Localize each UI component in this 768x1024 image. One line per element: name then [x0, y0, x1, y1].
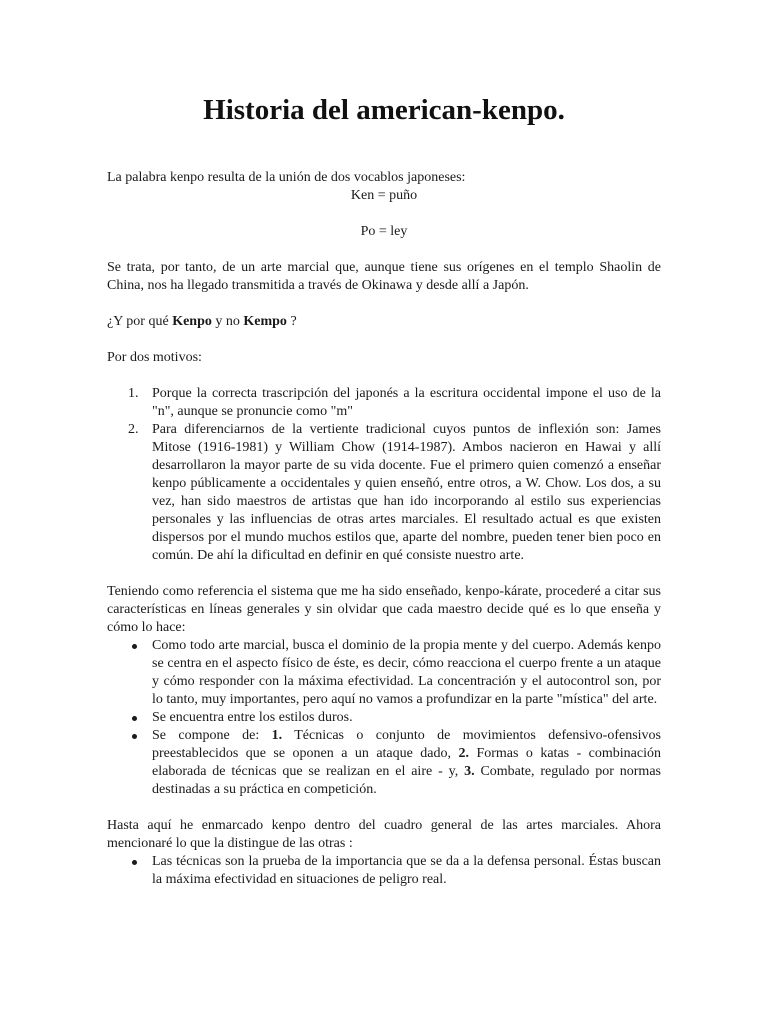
list-item: [107, 385, 661, 421]
origin-paragraph: Se trata, por tanto, de un arte marcial que, aunque tiene sus orígenes en el templo Shaolin de China, nos ha llegado transmitida a través de Okinawa y desde allí a Japón.: [107, 260, 661, 293]
question-word-kempo: Kempo: [243, 314, 287, 329]
list-item: [107, 421, 661, 565]
features-list: [107, 637, 661, 799]
composition-text: Combate, regulado por normas destinadas a su práctica en competición.: [152, 764, 661, 797]
list-item-text: Como todo arte marcial, busca el dominio de la propia mente y del cuerpo. Además kenpo se centra en el aspecto físico de éste, es decir, cómo reacciona el cuerpo frente a un ataque y cómo responder con la máxima efectividad. La concentración y el autocontrol son, por lo tanto, muy importantes, pero aquí no vamos a profundizar en la parte "mística" del arte.: [152, 638, 661, 707]
difference-paragraph: Hasta aquí he enmarcado kenpo dentro del cuadro general de las artes marciales. Ahora mencionaré lo que la distingue de las otras :: [107, 818, 661, 851]
system-paragraph: Teniendo como referencia el sistema que me ha sido enseñado, kenpo-kárate, procederé a citar sus características en líneas generales y sin olvidar que cada maestro decide qué es lo que enseña y cómo lo hace:: [107, 584, 661, 635]
reasons-intro: Por dos motivos:: [107, 350, 202, 365]
list-item: [107, 727, 661, 799]
document-title: Historia del american-kenpo.: [203, 94, 565, 126]
list-item: [107, 709, 661, 727]
bullet-icon: [132, 716, 137, 721]
definition-po: Po = ley: [360, 224, 408, 239]
question-mid: y no: [211, 314, 244, 329]
bullet-icon: [132, 644, 137, 649]
intro-paragraph: La palabra kenpo resulta de la unión de dos vocablos japoneses:: [107, 170, 466, 185]
question-word-kenpo: Kenpo: [172, 314, 212, 329]
bullet-icon: [132, 860, 137, 865]
list-item-text: Se encuentra entre los estilos duros.: [152, 710, 353, 725]
list-item: [107, 637, 661, 709]
list-number: 2.: [128, 422, 139, 437]
document-body: [107, 92, 661, 889]
bullet-icon: [132, 734, 137, 739]
composition-pre: Se compone de:: [152, 728, 272, 743]
question-post: ?: [286, 314, 297, 329]
question-paragraph: [107, 313, 661, 331]
list-item-text: [152, 728, 661, 797]
composition-number: 1.: [271, 728, 283, 743]
composition-number: 2.: [458, 746, 469, 761]
definition-ken: Ken = puño: [350, 188, 418, 203]
composition-text: Formas o katas - combinación elaborada de técnicas que se realizan en el aire - y,: [152, 746, 661, 779]
list-item-text: Las técnicas son la prueba de la importancia que se da a la defensa personal. Éstas buscan la máxima efectividad en situaciones de peligro real.: [152, 854, 661, 887]
question-pre: ¿Y por qué: [107, 314, 173, 329]
composition-text: Técnicas o conjunto de movimientos defensivo-ofensivos preestablecidos que se oponen a un ataque dado,: [152, 728, 661, 761]
list-number: 1.: [128, 386, 139, 401]
composition-number: 3.: [464, 764, 475, 779]
list-item-text: Porque la correcta trascripción del japonés a la escritura occidental impone el uso de la "n", aunque se pronuncie como "m": [152, 386, 661, 419]
list-item-text: Para diferenciarnos de la vertiente tradicional cuyos puntos de inflexión son: James Mitose (1916-1981) y William Chow (1914-1987). Ambos nacieron en Hawai y allí desarrollaron la mayor parte de su vida docente. Fue el primero quien comenzó a enseñar kenpo públicamente a occidentales y quien enseñó, entre otros, a W. Chow. Los dos, a su vez, han sido maestros de artistas que han ido incorporando al estilo sus experiencias personales y las influencias de otras artes marciales. El resultado actual es que existen dispersos por el mundo muchos estilos que, aparte del nombre, pueden tener bien poco en común. De ahí la dificultad en definir en qué consiste nuestro arte.: [152, 422, 661, 563]
list-item: [107, 853, 661, 889]
difference-list: [107, 853, 661, 889]
reasons-list: [107, 385, 661, 565]
